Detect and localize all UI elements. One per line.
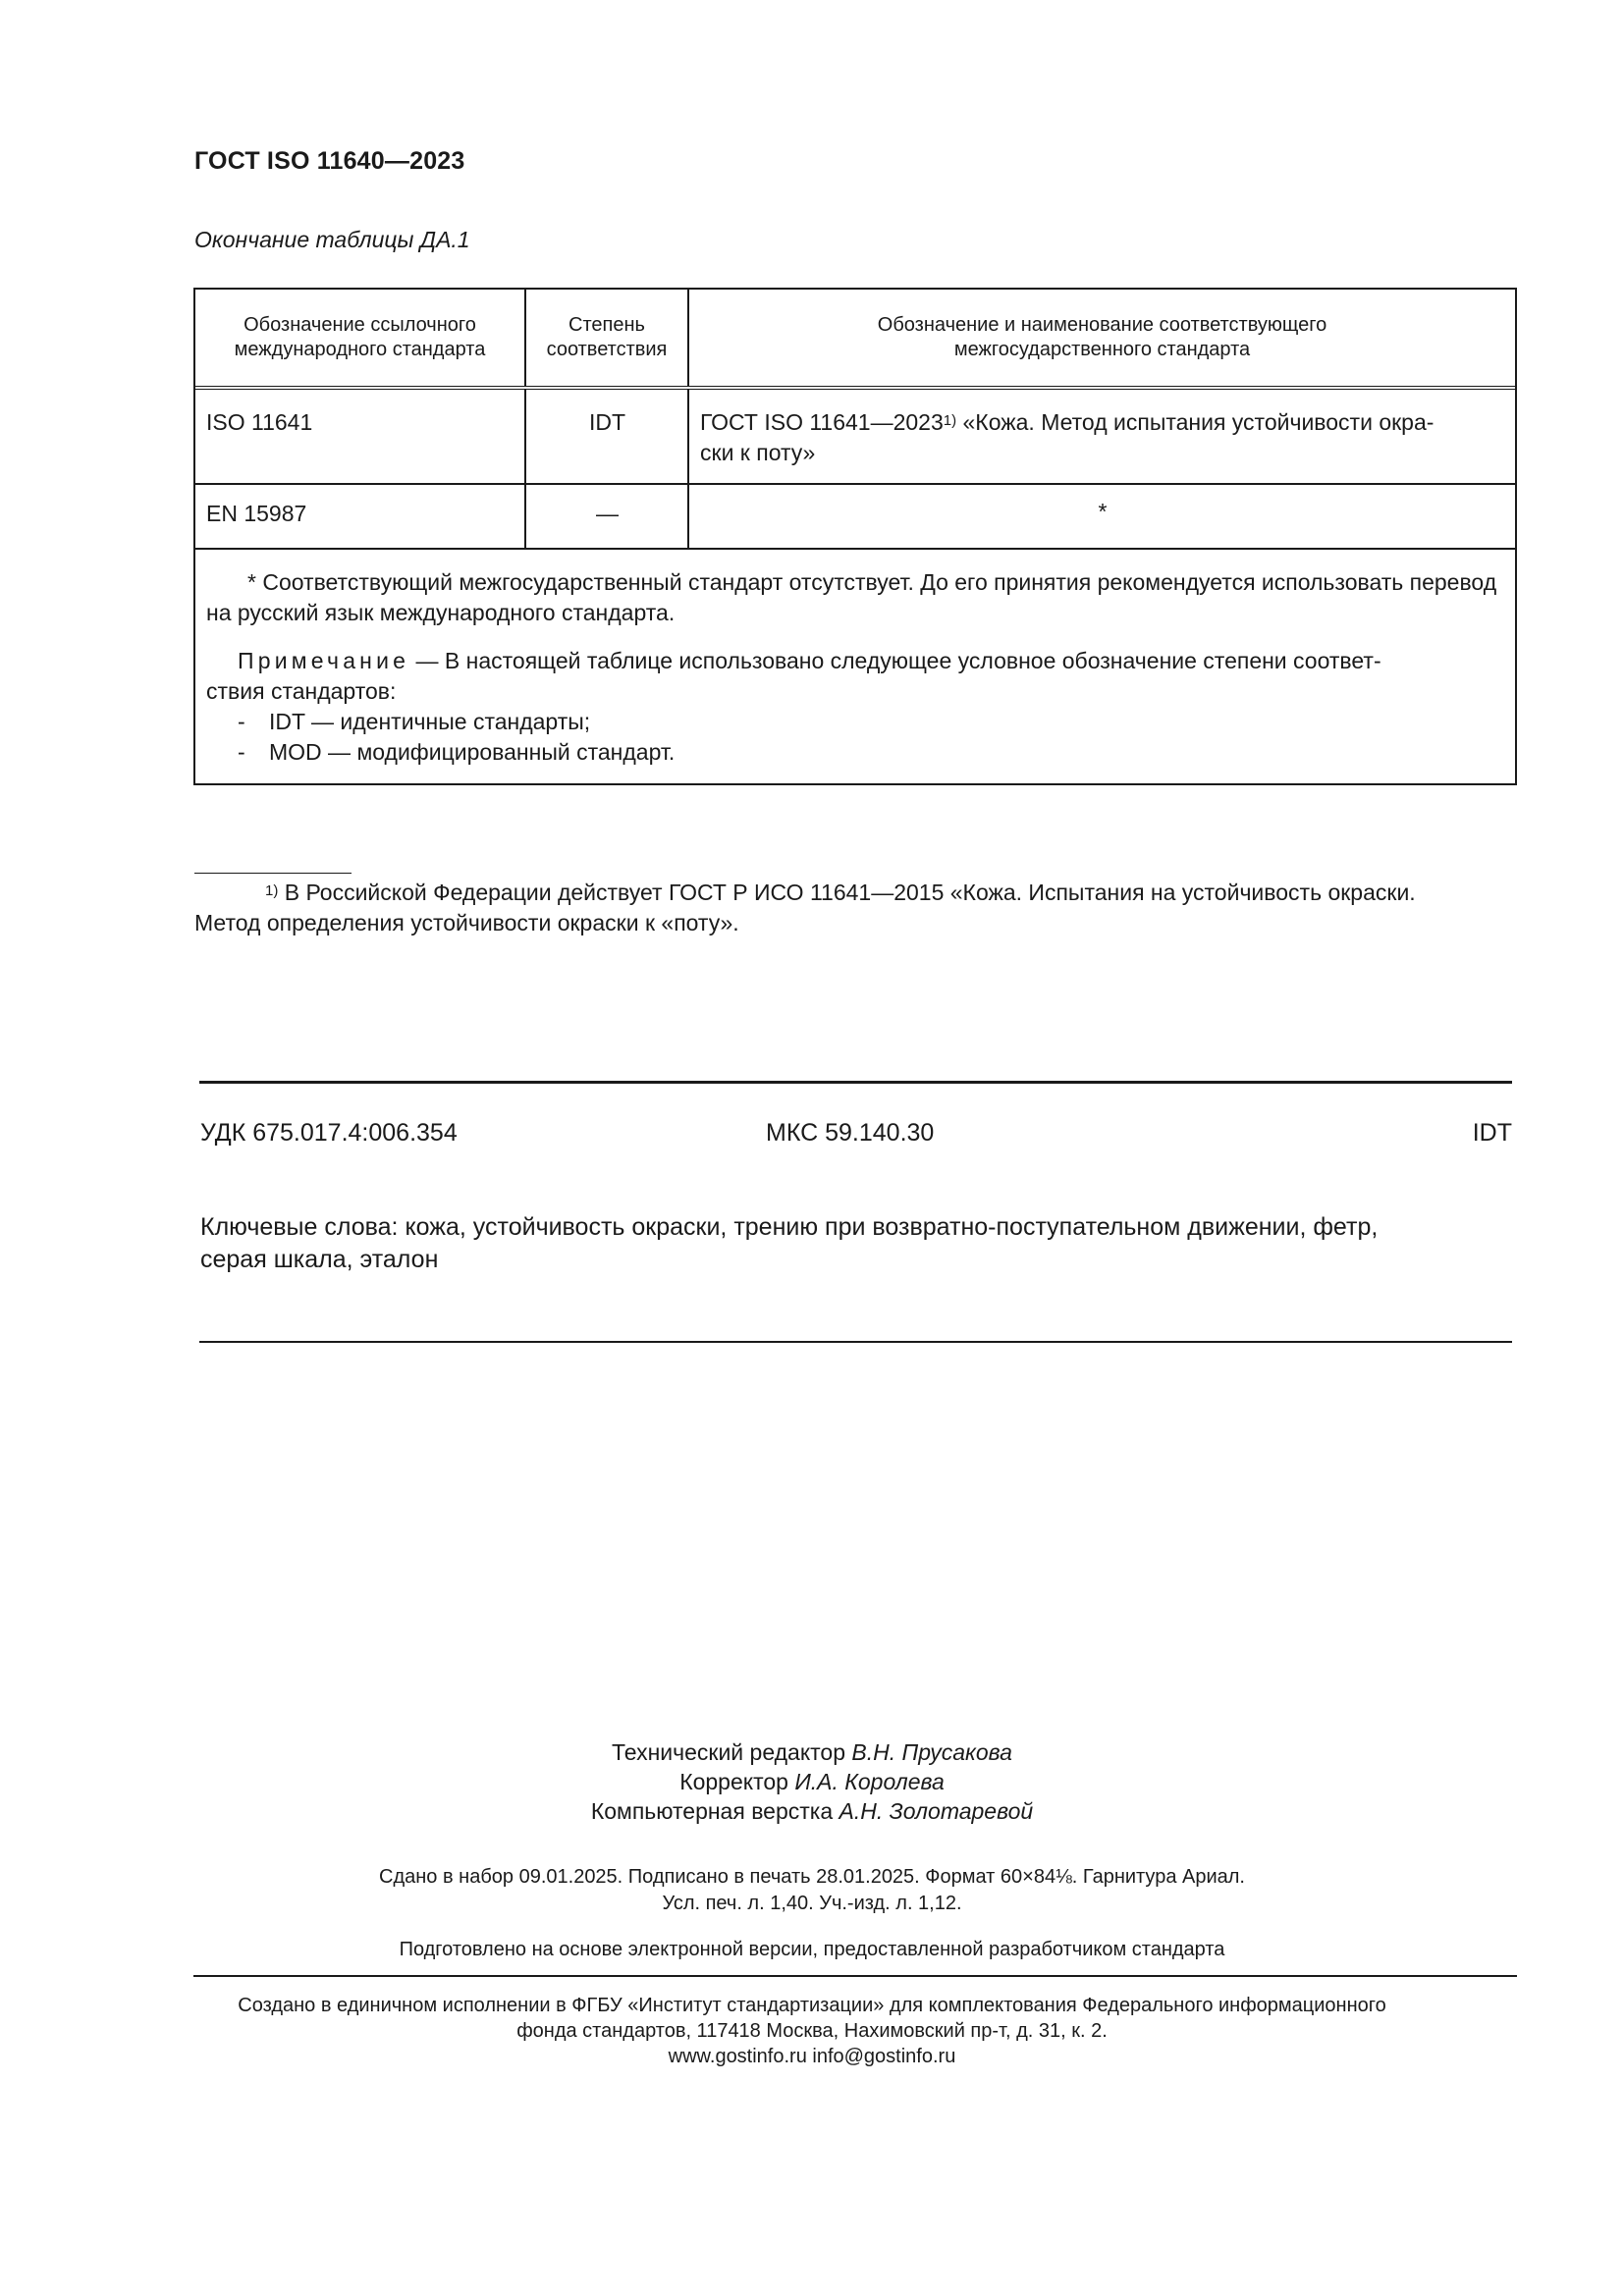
print-info-line1: Сдано в набор 09.01.2025. Подписано в печать 28.01.2025. Формат 60×84⅛. Гарнитура Ариал. (379, 1866, 1245, 1888)
note-text: — В настоящей таблице использовано следующее условное обозначение степени соответ- (409, 648, 1381, 673)
column-header-name-text: Обозначение и наименование соответствующего межгосударственного стандарта (877, 314, 1327, 360)
cell-reference: EN 15987 (195, 485, 526, 548)
layout-designer (0, 1796, 1624, 1826)
tech-editor-name: В.Н. Прусакова (851, 1739, 1012, 1765)
note-label: Примечание (238, 648, 410, 673)
divider (199, 1341, 1512, 1343)
divider (199, 1081, 1512, 1084)
divider (193, 1975, 1517, 1977)
udk-code: УДК 675.017.4:006.354 (200, 1119, 458, 1147)
print-info (0, 1864, 1624, 1917)
cell-name-rest-line2: ски к поту» (700, 440, 816, 465)
cell-reference: ISO 11641 (195, 390, 526, 483)
tech-editor-label: Технический редактор (612, 1739, 852, 1765)
column-header-reference: Обозначение ссылочного международного стандарта (195, 290, 526, 386)
corrector (0, 1767, 1624, 1796)
note-item-text: IDT — идентичные стандарты; (269, 709, 591, 734)
column-header-name (689, 290, 1515, 386)
note-item (206, 707, 1505, 737)
star-note: * Соответствующий межгосударственный стандарт отсутствует. До его принятия рекомендуется использовать перевод на русский язык международного стандарта. (206, 569, 1497, 625)
footnote-ref: 1) (943, 412, 957, 429)
cell-name: * (1098, 499, 1108, 524)
table-header-row (195, 290, 1515, 390)
footnote-line2: Метод определения устойчивости окраски к «поту». (194, 910, 739, 935)
cell-name-rest: «Кожа. Метод испытания устойчивости окра- (956, 409, 1435, 435)
column-header-degree: Степень соответствия (526, 290, 689, 386)
publisher-contacts: www.gostinfo.ru info@gostinfo.ru (668, 2046, 956, 2067)
keywords (200, 1211, 1516, 1276)
note-item-text: MOD — модифицированный стандарт. (269, 739, 676, 765)
keywords-line1: Ключевые слова: кожа, устойчивость окраски, трению при возвратно-поступательном движении, фетр, (200, 1213, 1379, 1241)
corrector-name: И.А. Королева (794, 1769, 945, 1794)
note-item-dash: - (238, 709, 245, 734)
document-title: ГОСТ ISO 11640—2023 (194, 147, 465, 175)
publisher-info (0, 1993, 1624, 2069)
corrector-label: Корректор (679, 1769, 795, 1794)
publisher-line1: Создано в единичном исполнении в ФГБУ «Институт стандартизации» для комплектования Федерального информационного (238, 1995, 1386, 2016)
note-text-line2: ствия стандартов: (206, 678, 397, 704)
footnote-separator (194, 873, 352, 874)
cell-degree: — (526, 485, 689, 548)
table-notes (195, 550, 1515, 783)
table-row (195, 485, 1515, 550)
note-item (206, 737, 1505, 768)
note-item-dash: - (238, 739, 245, 765)
layout-name: А.Н. Золотаревой (839, 1798, 1034, 1824)
credits (0, 1737, 1624, 1826)
cell-name-main: ГОСТ ISO 11641—2023 (700, 409, 944, 435)
footnote (194, 878, 1518, 938)
publisher-line2: фонда стандартов, 117418 Москва, Нахимовский пр-т, д. 31, к. 2. (516, 2020, 1108, 2042)
footnote-marker: 1) (265, 882, 279, 899)
cell-name (689, 390, 1515, 483)
degree-code: IDT (1472, 1119, 1512, 1147)
table-row (195, 390, 1515, 485)
table-caption: Окончание таблицы ДА.1 (194, 227, 470, 252)
cell-degree: IDT (526, 390, 689, 483)
mks-code: МКС 59.140.30 (766, 1119, 935, 1147)
note-paragraph (206, 646, 1505, 676)
keywords-line2: серая шкала, эталон (200, 1246, 439, 1273)
print-info-line2: Усл. печ. л. 1,40. Уч.-изд. л. 1,12. (662, 1893, 962, 1914)
footnote-line1: В Российской Федерации действует ГОСТ Р ИСО 11641—2015 «Кожа. Испытания на устойчивость окраски. (278, 880, 1416, 905)
prepared-note: Подготовлено на основе электронной версии, предоставленной разработчиком стандарта (399, 1939, 1225, 1960)
layout-label: Компьютерная верстка (590, 1798, 839, 1824)
correspondence-table (193, 288, 1517, 785)
tech-editor (0, 1737, 1624, 1767)
